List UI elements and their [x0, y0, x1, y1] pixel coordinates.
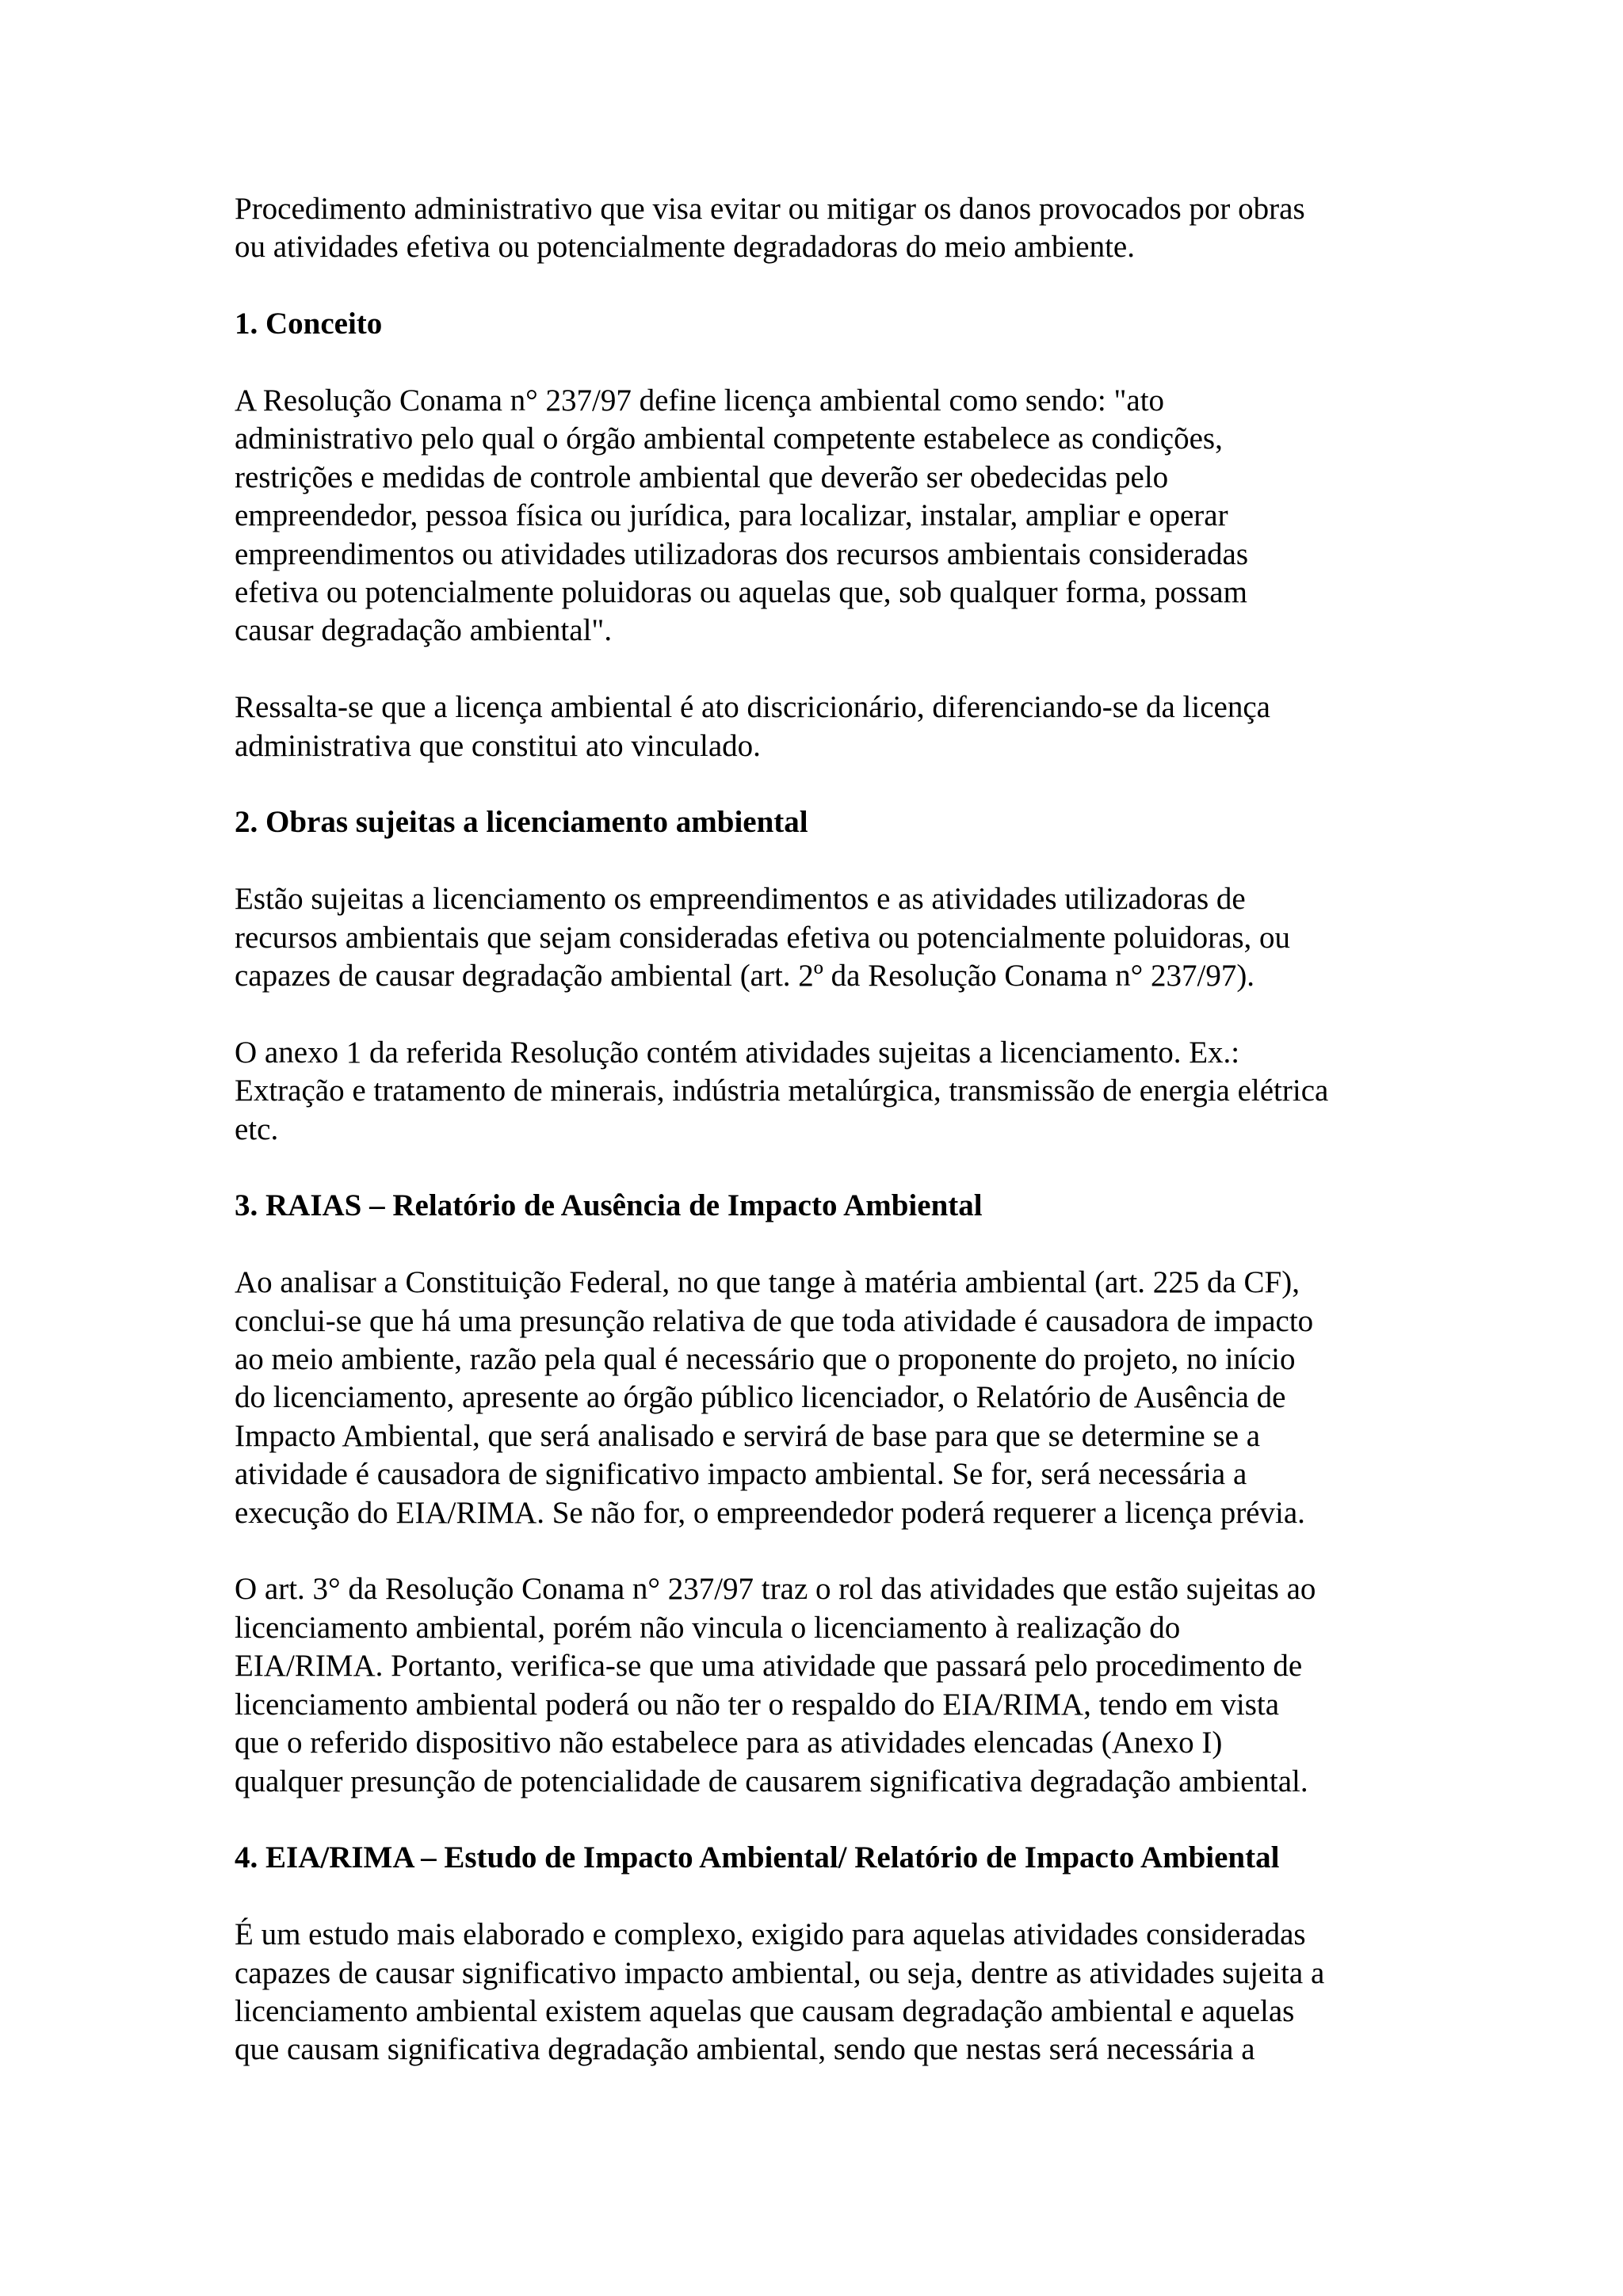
text-line: recursos ambientais que sejam consideradas efetiva ou potencialmente poluidoras, ou	[235, 920, 1291, 955]
text-line: licenciamento ambiental, porém não vincula o licenciamento à realização do	[235, 1610, 1181, 1645]
text-line: etc.	[235, 1112, 279, 1146]
intro-paragraph	[235, 190, 1411, 267]
section-1-paragraph-1	[235, 382, 1411, 650]
text-line: ou atividades efetiva ou potencialmente degradadoras do meio ambiente.	[235, 230, 1135, 265]
text-line: que o referido dispositivo não estabelece para as atividades elencadas (Anexo I)	[235, 1726, 1223, 1760]
text-line: Procedimento administrativo que visa evitar ou mitigar os danos provocados por obras	[235, 192, 1305, 226]
text-line: conclui-se que há uma presunção relativa de que toda atividade é causadora de impacto	[235, 1303, 1314, 1338]
section-2-heading: 2. Obras sujeitas a licenciamento ambiental	[235, 805, 808, 840]
text-line: EIA/RIMA. Portanto, verifica-se que uma atividade que passará pelo procedimento de	[235, 1649, 1303, 1684]
text-line: Extração e tratamento de minerais, indústria metalúrgica, transmissão de energia elétrica	[235, 1074, 1329, 1108]
text-line: do licenciamento, apresente ao órgão público licenciador, o Relatório de Ausência de	[235, 1380, 1286, 1415]
text-line: efetiva ou potencialmente poluidoras ou aquelas que, sob qualquer forma, possam	[235, 575, 1247, 610]
document-body	[235, 190, 1411, 2107]
text-line: Ressalta-se que a licença ambiental é ato discricionário, diferenciando-se da licença	[235, 690, 1270, 725]
section-3-paragraph-1	[235, 1264, 1411, 1532]
section-2-paragraph-1	[235, 880, 1411, 995]
section-2-paragraph-2	[235, 1034, 1411, 1149]
text-line: Impacto Ambiental, que será analisado e servirá de base para que se determine se a	[235, 1418, 1261, 1453]
section-1-paragraph-2	[235, 688, 1411, 765]
section-3-paragraph-2	[235, 1570, 1411, 1800]
text-line: empreendedor, pessoa física ou jurídica, para localizar, instalar, ampliar e operar	[235, 498, 1228, 533]
text-line: restrições e medidas de controle ambiental que deverão ser obedecidas pelo	[235, 460, 1169, 494]
text-line: qualquer presunção de potencialidade de causarem significativa degradação ambiental.	[235, 1764, 1308, 1798]
text-line: licenciamento ambiental poderá ou não ter o respaldo do EIA/RIMA, tendo em vista	[235, 1687, 1280, 1722]
text-line: É um estudo mais elaborado e complexo, exigido para aquelas atividades consideradas	[235, 1917, 1306, 1952]
text-line: administrativa que constitui ato vinculado.	[235, 728, 761, 763]
section-1-heading: 1. Conceito	[235, 307, 383, 341]
section-4-paragraph-1	[235, 1916, 1411, 2069]
text-line: A Resolução Conama n° 237/97 define licença ambiental como sendo: "ato	[235, 383, 1165, 418]
text-line: administrativo pelo qual o órgão ambiental competente estabelece as condições,	[235, 421, 1223, 456]
text-line: empreendimentos ou atividades utilizadoras dos recursos ambientais consideradas	[235, 536, 1249, 571]
text-line: atividade é causadora de significativo impacto ambiental. Se for, será necessária a	[235, 1457, 1247, 1492]
section-3-heading: 3. RAIAS – Relatório de Ausência de Impacto Ambiental	[235, 1188, 983, 1223]
text-line: execução do EIA/RIMA. Se não for, o empreendedor poderá requerer a licença prévia.	[235, 1495, 1305, 1530]
text-line: O anexo 1 da referida Resolução contém atividades sujeitas a licenciamento. Ex.:	[235, 1035, 1240, 1070]
text-line: capazes de causar significativo impacto ambiental, ou seja, dentre as atividades sujeita a	[235, 1955, 1325, 1990]
text-line: ao meio ambiente, razão pela qual é necessário que o proponente do projeto, no início	[235, 1342, 1296, 1377]
text-line: licenciamento ambiental existem aquelas que causam degradação ambiental e aquelas	[235, 1993, 1295, 2028]
text-line: Estão sujeitas a licenciamento os empreendimentos e as atividades utilizadoras de	[235, 882, 1246, 917]
text-line: O art. 3° da Resolução Conama n° 237/97 traz o rol das atividades que estão sujeitas ao	[235, 1572, 1316, 1607]
text-line: causar degradação ambiental".	[235, 613, 613, 648]
section-4-heading: 4. EIA/RIMA – Estudo de Impacto Ambiental/ Relatório de Impacto Ambiental	[235, 1840, 1280, 1875]
text-line: capazes de causar degradação ambiental (art. 2º da Resolução Conama n° 237/97).	[235, 959, 1255, 994]
text-line: que causam significativa degradação ambiental, sendo que nestas será necessária a	[235, 2032, 1255, 2067]
text-line: Ao analisar a Constituição Federal, no que tange à matéria ambiental (art. 225 da CF),	[235, 1265, 1300, 1300]
